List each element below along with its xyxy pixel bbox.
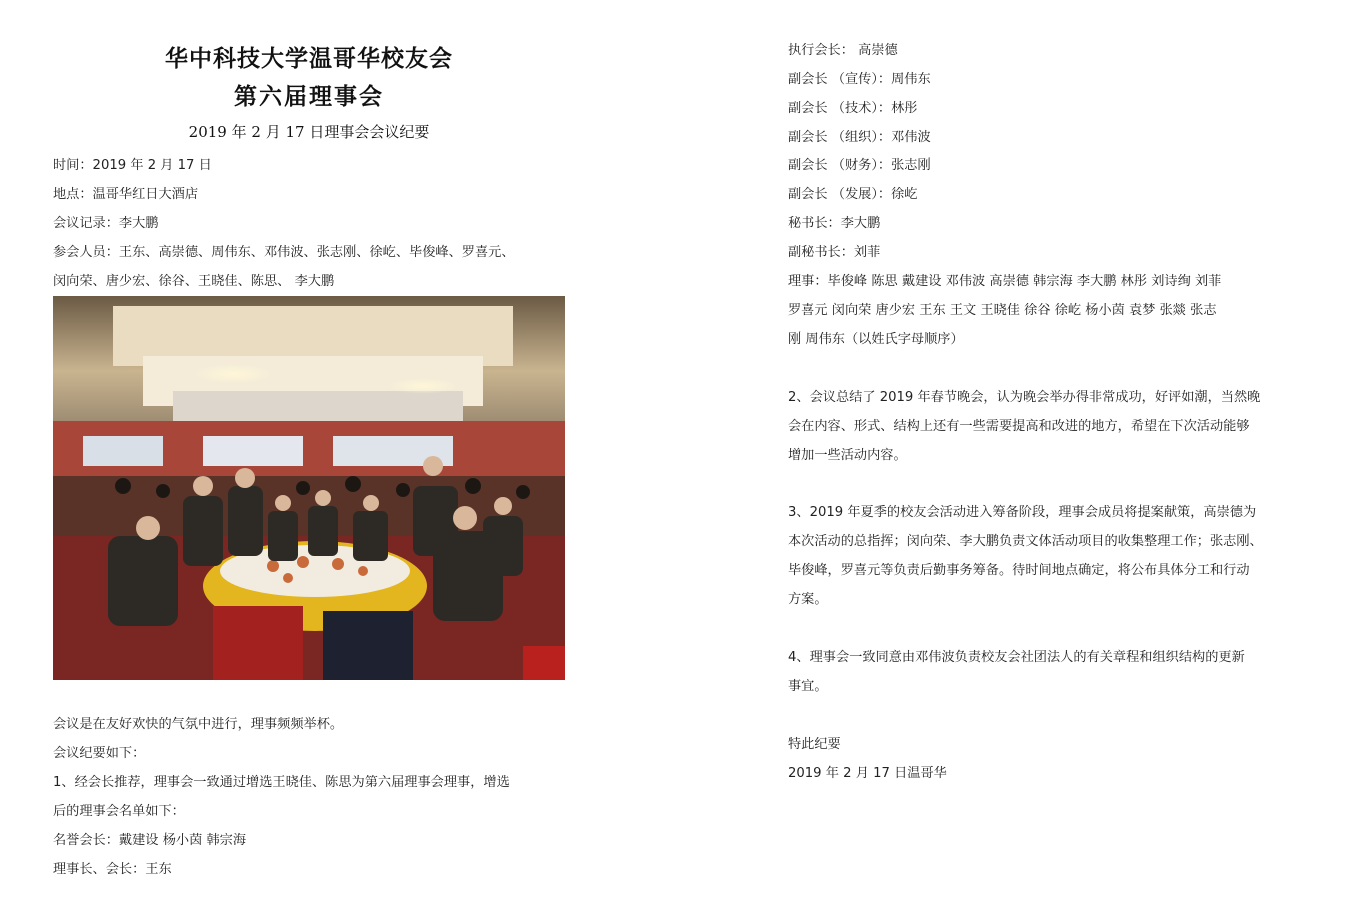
vp-publicity: 副会长 （宣传）：周伟东	[788, 72, 931, 87]
doc-subtitle: 2019 年 2 月 17 日理事会会议纪要	[188, 123, 430, 141]
atmosphere-text: 会议是在友好欢快的气氛中进行，理事频频举杯。	[53, 717, 344, 732]
minutes-intro: 会议纪要如下：	[53, 746, 146, 761]
item3-line3: 毕俊峰，罗喜元等负责后勤事务筹备。待时间地点确定，将公布具体分工和行动	[788, 563, 1250, 578]
item2-line3: 增加一些活动内容。	[788, 448, 907, 463]
item2-line1: 2、会议总结了 2019 年春节晚会，认为晚会举办得非常成功，好评如潮，当然晚	[788, 390, 1261, 405]
meeting-place: 地点：温哥华红日大酒店	[53, 187, 199, 202]
item3-line1: 3、2019 年夏季的校友会活动进入筹备阶段，理事会成员将提案献策，高崇德为	[788, 505, 1257, 520]
vp-tech: 副会长 （技术）：林彤	[788, 101, 918, 116]
vp-organization: 副会长 （组织）：邓伟波	[788, 130, 931, 145]
attendees-line1: 参会人员：王东、高崇德、周伟东、邓伟波、张志刚、徐屹、毕俊峰、罗喜元、	[53, 245, 515, 260]
directors-line1: 理事：毕俊峰 陈思 戴建设 邓伟波 高崇德 韩宗海 李大鹏 林彤 刘诗绚 刘菲	[788, 274, 1222, 289]
item2-line2: 会在内容、形式、结构上还有一些需要提高和改进的地方，希望在下次活动能够	[788, 419, 1250, 434]
exec-president: 执行会长： 高崇德	[788, 43, 898, 58]
deputy-secretary: 副秘书长：刘菲	[788, 245, 881, 260]
item4-line2: 事宜。	[788, 679, 828, 694]
doc-title-line2: 第六届理事会	[234, 83, 384, 110]
item1-line2: 后的理事会名单如下：	[53, 804, 185, 819]
item4-line1: 4、理事会一致同意由邓伟波负责校友会社团法人的有关章程和组织结构的更新	[788, 650, 1245, 665]
vp-finance: 副会长 （财务）：张志刚	[788, 158, 931, 173]
secretary-general: 秘书长：李大鹏	[788, 216, 881, 231]
directors-line3: 刚 周伟东（以姓氏字母顺序）	[788, 332, 964, 347]
chairman: 理事长、会长：王东	[53, 862, 172, 877]
item3-line4: 方案。	[788, 592, 828, 607]
directors-line2: 罗喜元 闵向荣 唐少宏 王东 王文 王晓佳 徐谷 徐屹 杨小茵 袁梦 张燚 张志	[788, 303, 1217, 318]
vp-development: 副会长 （发展）：徐屹	[788, 187, 918, 202]
banquet-photo	[53, 296, 565, 680]
meeting-recorder: 会议记录：李大鹏	[53, 216, 159, 231]
doc-title-line1: 华中科技大学温哥华校友会	[165, 45, 453, 72]
signoff-date: 2019 年 2 月 17 日温哥华	[788, 766, 947, 781]
attendees-line2: 闵向荣、唐少宏、徐谷、王晓佳、陈思、 李大鹏	[53, 274, 335, 289]
item1-line1: 1、经会长推荐，理事会一致通过增选王晓佳、陈思为第六届理事会理事，增选	[53, 775, 510, 790]
item3-line2: 本次活动的总指挥；闵向荣、李大鹏负责文体活动项目的收集整理工作；张志刚、	[788, 534, 1263, 549]
closing-note: 特此纪要	[788, 737, 841, 752]
honorary-chairs: 名誉会长：戴建设 杨小茵 韩宗海	[53, 833, 247, 848]
meeting-time: 时间：2019 年 2 月 17 日	[53, 158, 212, 173]
